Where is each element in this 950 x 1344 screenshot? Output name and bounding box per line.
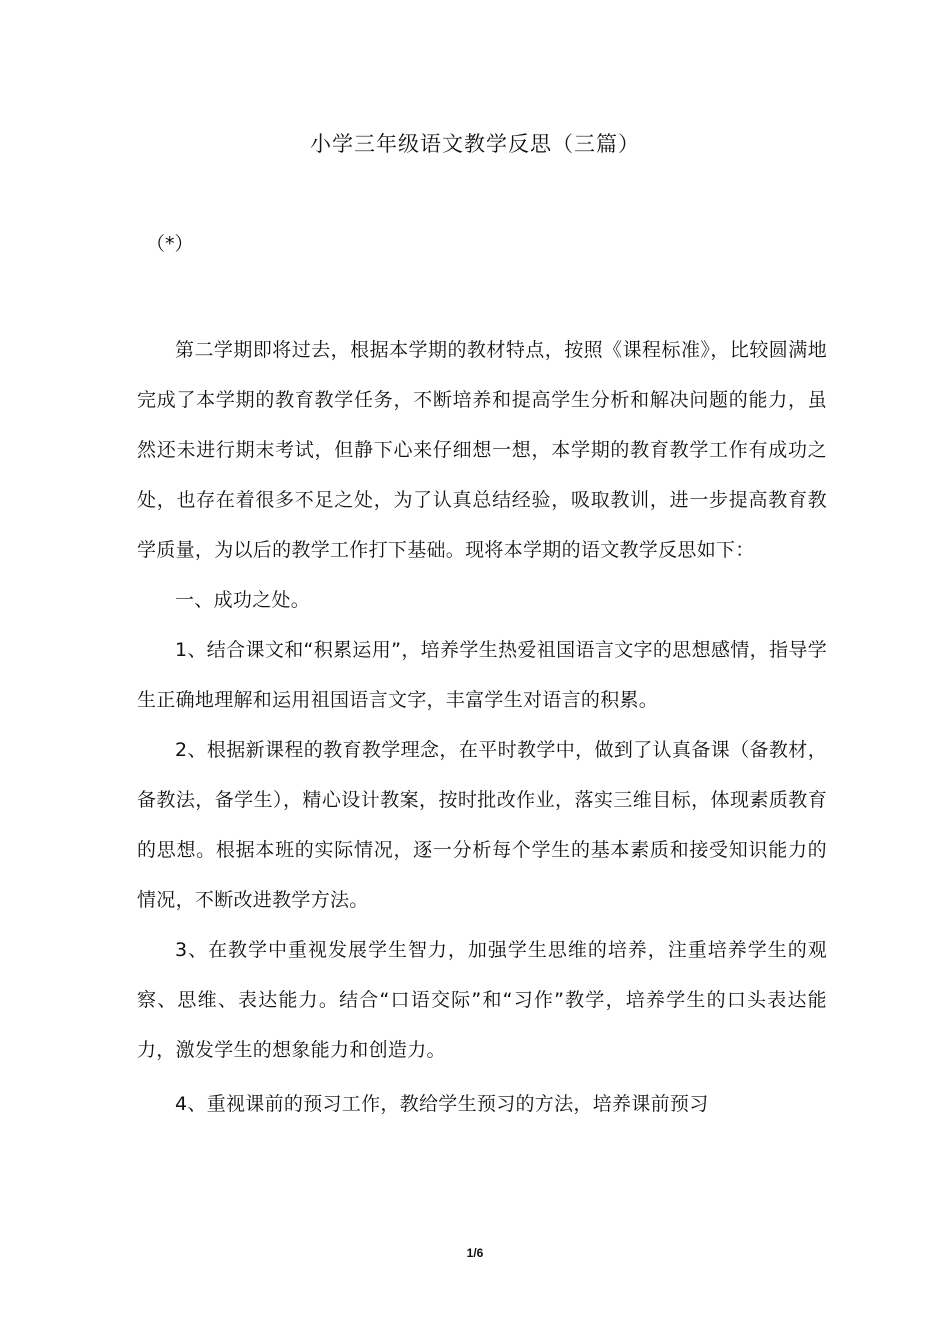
- paragraph-item-1: 1、结合课文和“积累运用”，培养学生热爱祖国语言文字的思想感情，指导学生正确地理解和运用祖国语言文字，丰富学生对语言的积累。: [137, 639, 827, 711]
- page-number: 1/6: [466, 1246, 484, 1260]
- section-marker: （*）: [146, 233, 194, 255]
- paragraph-item-3: 3、在教学中重视发展学生智力，加强学生思维的培养，注重培养学生的观察、思维、表达能力。结合“口语交际”和“习作”教学，培养学生的口头表达能力，激发学生的想象能力和创造力。: [137, 939, 827, 1061]
- document-body: [137, 325, 827, 1129]
- paragraph-heading-successes: 一、成功之处。: [175, 589, 311, 611]
- paragraph-item-2: 2、根据新课程的教育教学理念，在平时教学中，做到了认真备课（备教材，备教法，备学生），精心设计教案，按时批改作业，落实三维目标，体现素质教育的思想。根据本班的实际情况，逐一分析每个学生的基本素质和接受知识能力的情况，不断改进教学方法。: [137, 739, 827, 911]
- paragraph-item-4: 4、重视课前的预习工作，教给学生预习的方法，培养课前预习: [175, 1093, 709, 1115]
- document-title: 小学三年级语文教学反思（三篇）: [310, 132, 640, 156]
- paragraph-intro: 第二学期即将过去，根据本学期的教材特点，按照《课程标准》，比较圆满地完成了本学期的教育教学任务，不断培养和提高学生分析和解决问题的能力，虽然还未进行期末考试，但静下心来仔细想一想，本学期的教育教学工作有成功之处，也存在着很多不足之处，为了认真总结经验，吸取教训，进一步提高教育教学质量，为以后的教学工作打下基础。现将本学期的语文教学反思如下：: [137, 339, 827, 561]
